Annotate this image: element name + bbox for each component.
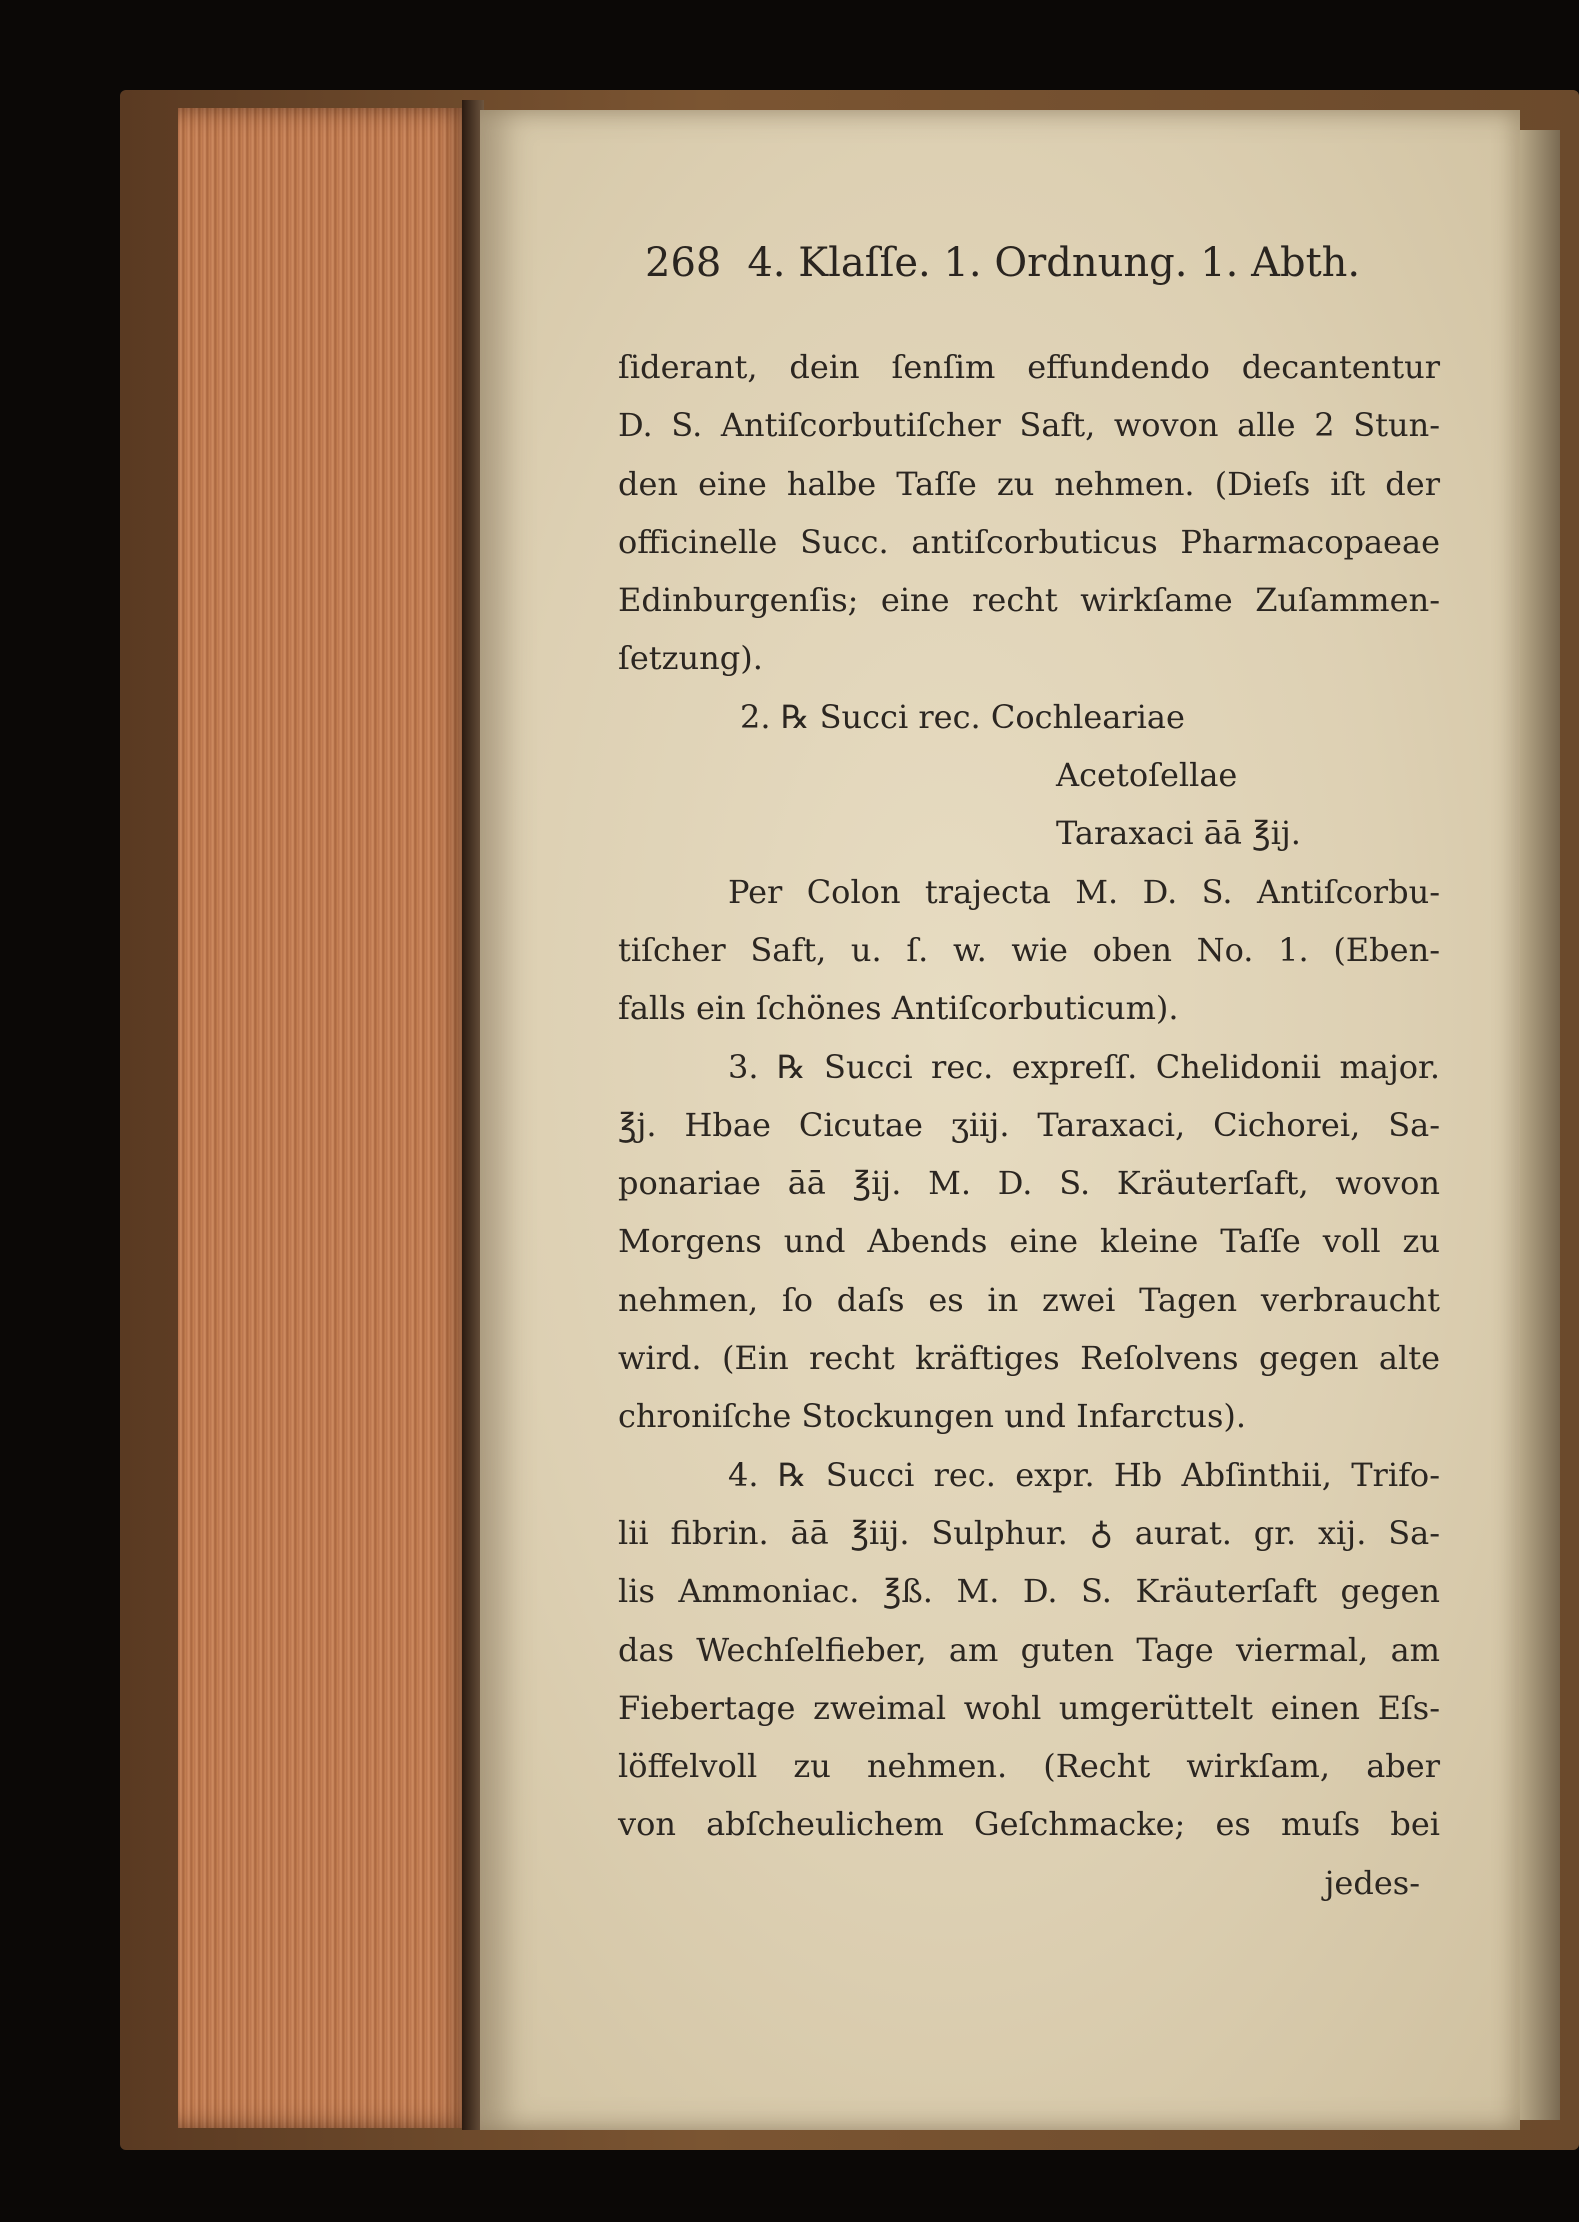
text-line: ponariae āā ℥ij. M. D. S. Kräuterſaft, wovon: [618, 1164, 1440, 1203]
text-line: von abſcheulichem Geſchmacke; es muſs bei: [618, 1805, 1440, 1844]
text-line: lis Ammoniac. ℥ß. M. D. S. Kräuterſaft gegen: [618, 1572, 1440, 1611]
text-line: löffelvoll zu nehmen. (Recht wirkſam, aber: [618, 1747, 1440, 1786]
text-line: ſetzung).: [618, 639, 763, 678]
running-header: [645, 240, 1405, 286]
text-line: falls ein ſchönes Antiſcorbuticum).: [618, 989, 1179, 1028]
recipe-line: 2. ℞ Succi rec. Cochleariae: [740, 697, 1185, 736]
text-line: ℥j. Hbae Cicutae ʒiij. Taraxaci, Cichorei, Sa-: [618, 1105, 1440, 1144]
recipe-line: Acetoſellae: [1056, 756, 1238, 795]
text-line: lii fibrin. āā ℥iij. Sulphur. ♁ aurat. gr. xij. Sa-: [618, 1513, 1440, 1552]
page-block-edges: [178, 108, 478, 2128]
text-line: Morgens und Abends eine kleine Taſſe voll zu: [618, 1222, 1440, 1261]
text-line: 4. ℞ Succi rec. expr. Hb Abſinthii, Trifo-: [728, 1455, 1440, 1494]
text-line: nehmen, ſo daſs es in zwei Tagen verbraucht: [618, 1280, 1440, 1319]
text-line: tiſcher Saft, u. ſ. w. wie oben No. 1. (Eben-: [618, 930, 1440, 969]
text-line: den eine halbe Taſſe zu nehmen. (Dieſs iſt der: [618, 464, 1440, 503]
page-body-text: [618, 338, 1440, 1912]
text-line: 3. ℞ Succi rec. expreſſ. Chelidonii major.: [728, 1047, 1440, 1086]
text-line: officinelle Succ. antiſcorbuticus Pharmacopaeae: [618, 522, 1440, 561]
text-line: wird. (Ein recht kräftiges Reſolvens gegen alte: [618, 1339, 1440, 1378]
running-title: 4. Klaſſe. 1. Ordnung. 1. Abth.: [747, 240, 1361, 286]
text-line: chroniſche Stockungen und Infarctus).: [618, 1397, 1247, 1436]
facing-page-edge: [1520, 130, 1560, 2120]
catchword: jedes-: [1324, 1863, 1420, 1902]
text-line: Edinburgenſis; eine recht wirkſame Zuſammen-: [618, 581, 1440, 620]
page-number: 268: [645, 240, 722, 286]
recipe-line: Taraxaci āā ℥ij.: [1056, 814, 1301, 853]
text-line: Per Colon trajecta M. D. S. Antiſcorbu-: [728, 872, 1440, 911]
text-line: D. S. Antiſcorbutiſcher Saft, wovon alle 2 Stun-: [618, 406, 1440, 445]
text-line: ſiderant, dein ſenſim effundendo decantentur: [618, 348, 1440, 386]
text-line: das Wechſelfieber, am guten Tage viermal, am: [618, 1630, 1440, 1669]
text-line: Fiebertage zweimal wohl umgerüttelt einen Eſs-: [618, 1688, 1440, 1727]
